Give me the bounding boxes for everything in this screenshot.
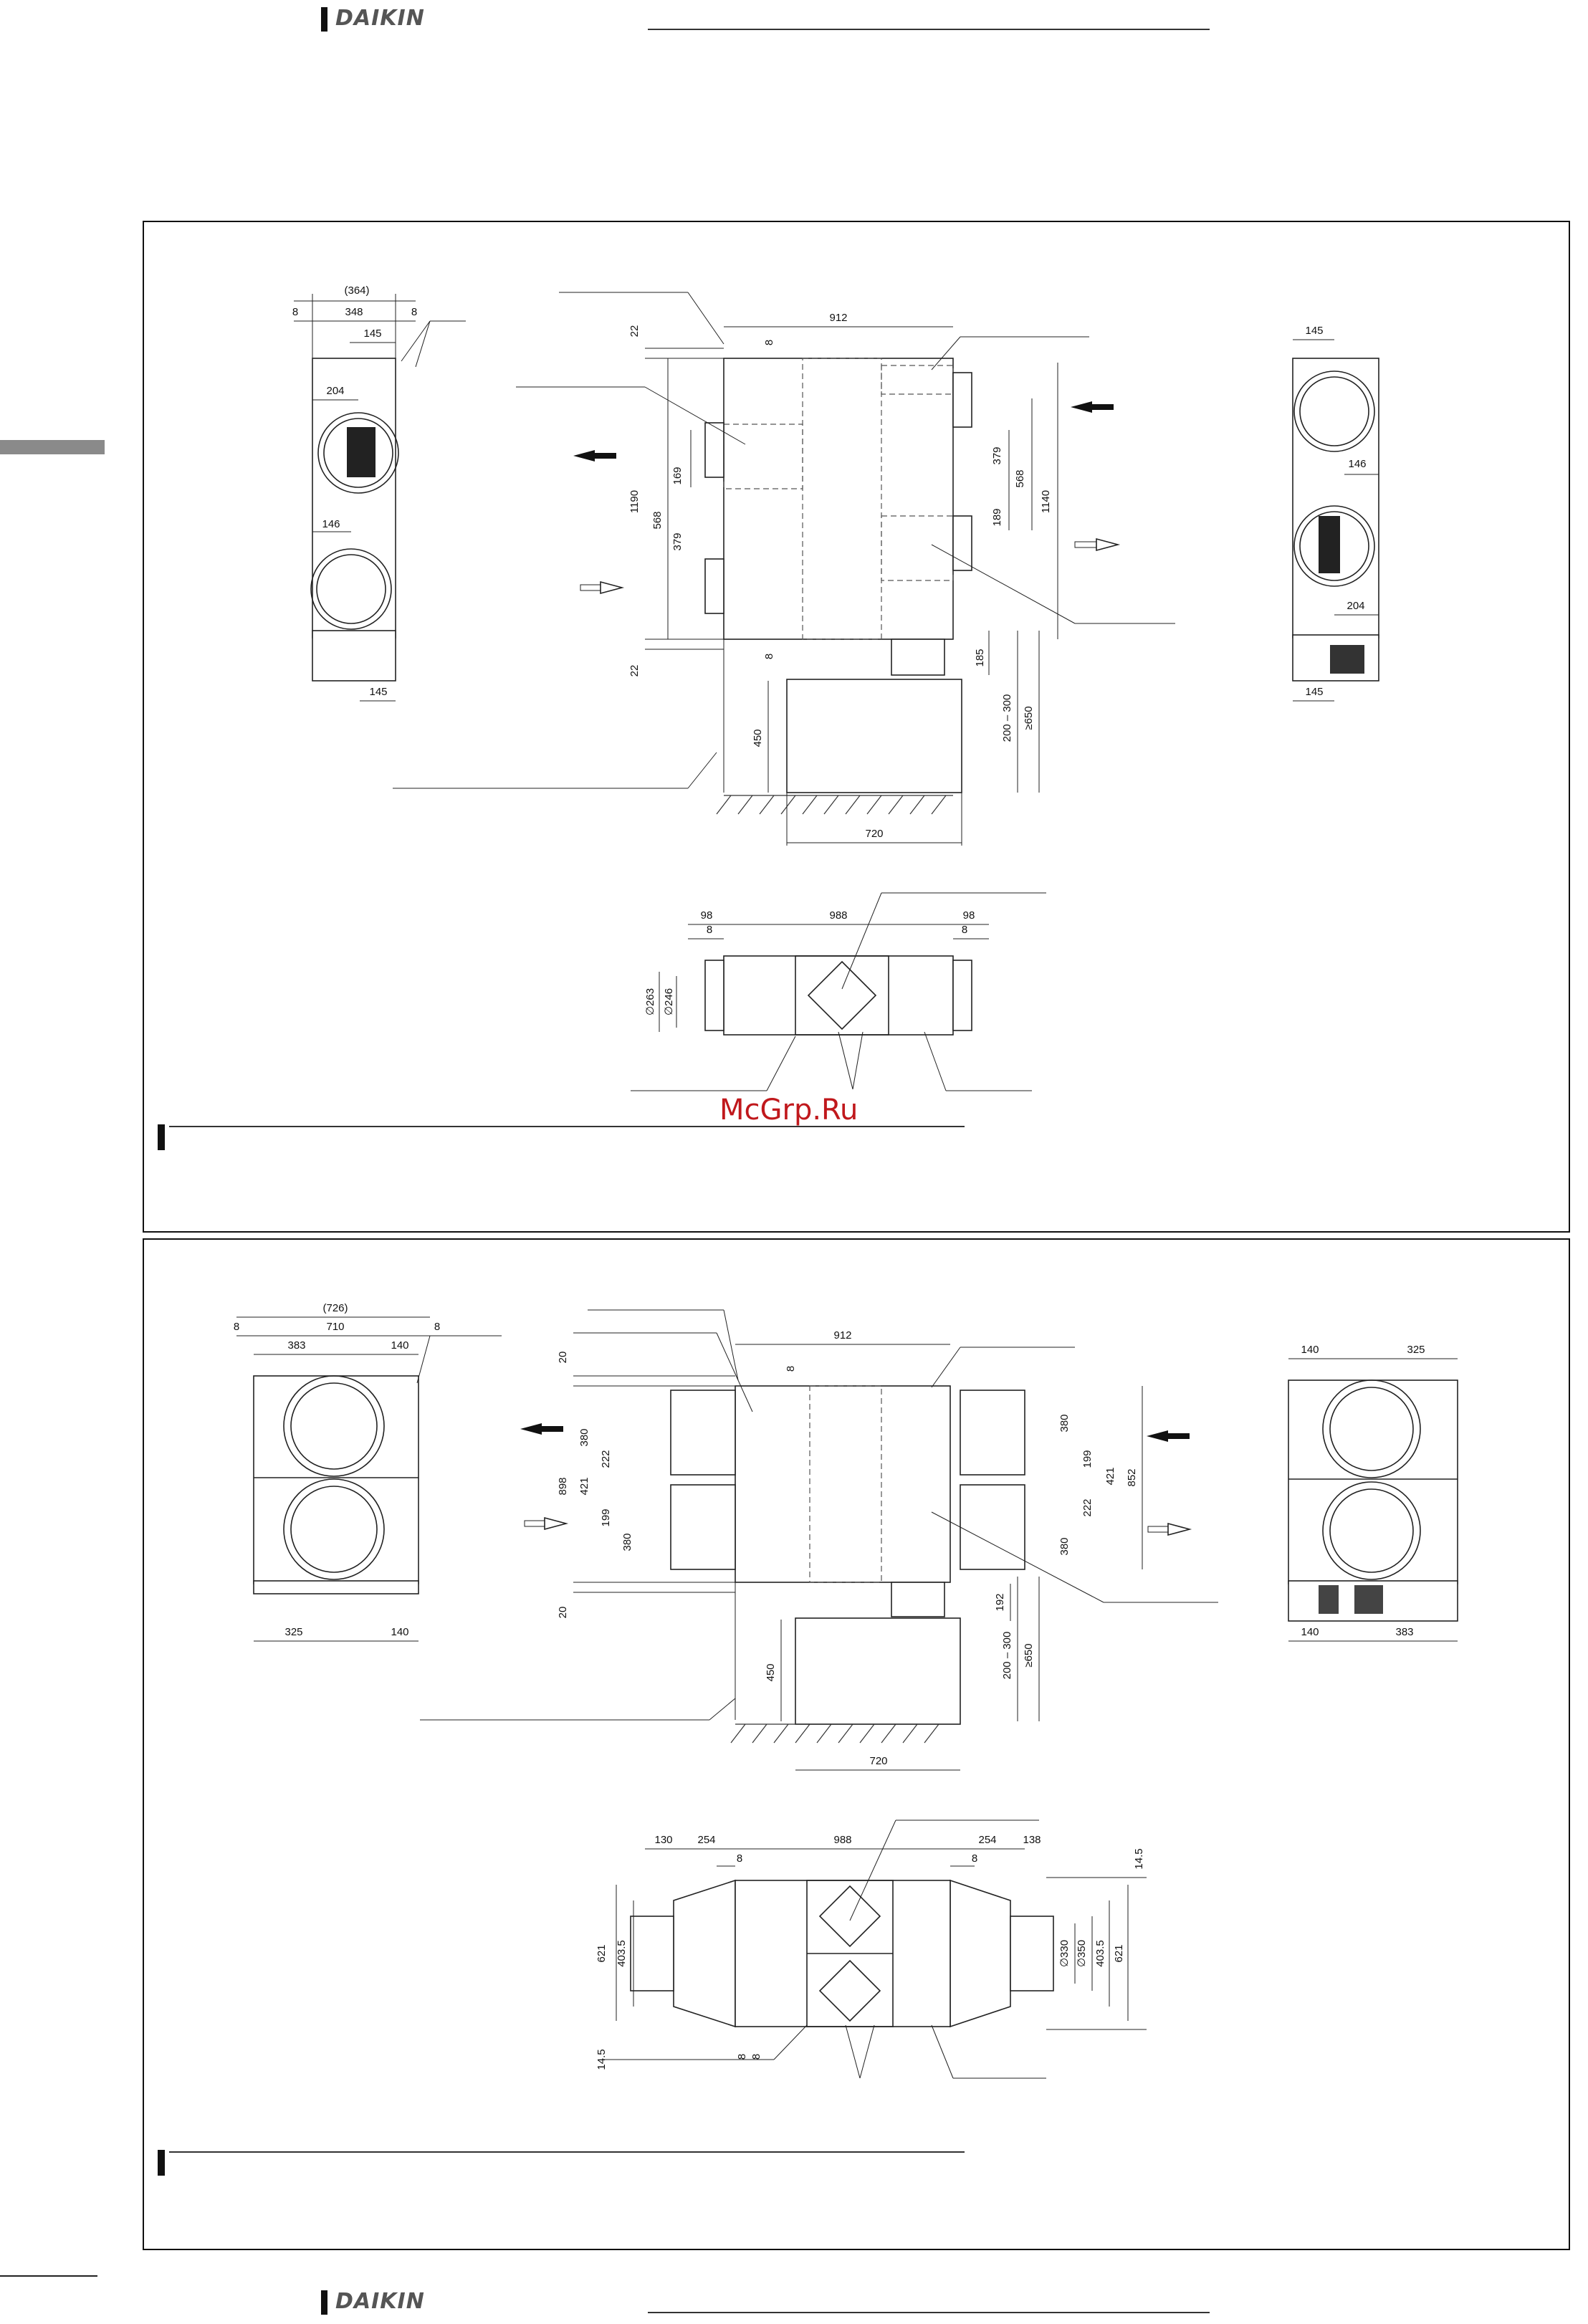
- electrical-box: [891, 1582, 944, 1617]
- dim-710: 710: [326, 1321, 345, 1333]
- dim-898: 898: [557, 1477, 569, 1496]
- dim-8: 8: [763, 653, 775, 660]
- airflow-arrow-in-left: [601, 582, 622, 593]
- dim-185: 185: [974, 649, 986, 667]
- dim-568: 568: [651, 511, 664, 530]
- dim-403-5: 403.5: [616, 1940, 628, 1967]
- dim-852: 852: [1126, 1468, 1138, 1487]
- page-header-bottom: [321, 2289, 1210, 2318]
- floor-hatch: [731, 1724, 960, 1743]
- terminal-block: [1330, 645, 1364, 674]
- dim-200-300: 200 – 300: [1001, 1631, 1013, 1680]
- dim-726: (726): [322, 1302, 348, 1314]
- dim-192: 192: [994, 1593, 1006, 1612]
- dim-8: 8: [750, 2053, 762, 2060]
- daikin-logo: DAIKIN: [335, 2289, 425, 2314]
- duct-upper-left: [671, 1390, 735, 1475]
- airflow-arrow-out-left: [573, 450, 595, 462]
- dim-621: 621: [596, 1944, 608, 1963]
- drawing2-front: [420, 1310, 1218, 1770]
- airflow-arrow-out-right: [1096, 539, 1118, 550]
- dim-988: 988: [829, 909, 848, 922]
- dim-140: 140: [391, 1626, 409, 1638]
- dim-20: 20: [557, 1606, 569, 1619]
- dim-254: 254: [978, 1834, 997, 1846]
- duct-collar-lower-left: [705, 559, 724, 613]
- dim-621: 621: [1113, 1944, 1125, 1963]
- drawing1-side-right: [1293, 325, 1379, 701]
- drawing1-front: [393, 292, 1175, 846]
- dim-912: 912: [829, 312, 848, 324]
- duct-collar-lower-right: [953, 516, 972, 570]
- duct-collar-right: [953, 960, 972, 1031]
- drawing1-top: [631, 893, 1046, 1091]
- airflow-arrow-out-right: [1168, 1524, 1190, 1535]
- drawing2-side-left: [234, 1302, 502, 1641]
- dim-421: 421: [578, 1477, 590, 1496]
- dim-8: 8: [434, 1321, 441, 1333]
- dim-8: 8: [292, 306, 299, 318]
- unit-top-body: [724, 956, 953, 1035]
- dim-379: 379: [991, 446, 1003, 465]
- dim-8: 8: [961, 924, 968, 936]
- dim-199: 199: [600, 1508, 612, 1527]
- unit-side-body: [254, 1376, 418, 1584]
- dim-98: 98: [962, 909, 975, 922]
- daikin-logo: DAIKIN: [335, 6, 425, 31]
- dim-383: 383: [287, 1339, 306, 1352]
- dim-8: 8: [736, 1852, 743, 1865]
- dim-348: 348: [345, 306, 363, 318]
- dim-146: 146: [322, 518, 340, 530]
- unit-front-body: [724, 358, 953, 639]
- drawing2-top: [596, 1820, 1147, 2078]
- dim-222: 222: [1081, 1498, 1094, 1517]
- airflow-arrow-in-right: [1071, 401, 1092, 413]
- dim-380: 380: [1058, 1537, 1071, 1556]
- dim-364: (364): [344, 284, 370, 297]
- dim-568: 568: [1014, 469, 1026, 488]
- dim-140: 140: [391, 1339, 409, 1352]
- dim-145: 145: [1305, 686, 1324, 698]
- dim-1140: 1140: [1040, 489, 1052, 514]
- dim-145: 145: [363, 327, 382, 340]
- duct-transition-left: [674, 1880, 735, 2027]
- fan-grille: [347, 427, 376, 477]
- dim-450: 450: [765, 1663, 777, 1682]
- dim-14-5: 14.5: [596, 2049, 608, 2070]
- duct-collar-upper-right: [953, 373, 972, 427]
- header-rule: [648, 2312, 1210, 2313]
- dim-650: ≥650: [1023, 1643, 1035, 1668]
- dim-8: 8: [785, 1365, 797, 1372]
- dim-98: 98: [700, 909, 713, 922]
- dim-200-300: 200 – 300: [1001, 694, 1013, 742]
- fan-grille: [1319, 516, 1340, 573]
- dim-325: 325: [1407, 1344, 1425, 1356]
- dim-222: 222: [600, 1450, 612, 1468]
- duct-collar-left: [631, 1916, 674, 1991]
- dim-dia-350: ∅350: [1076, 1939, 1088, 1968]
- header-bar-mark: [321, 2290, 327, 2315]
- dim-169: 169: [671, 467, 684, 485]
- airflow-arrow-out-left: [520, 1423, 542, 1435]
- dim-720: 720: [865, 828, 884, 840]
- dim-254: 254: [697, 1834, 716, 1846]
- dim-140: 140: [1301, 1626, 1319, 1638]
- maintenance-space: [787, 679, 962, 793]
- dim-380: 380: [578, 1428, 590, 1447]
- dim-650: ≥650: [1023, 706, 1035, 730]
- dim-145: 145: [1305, 325, 1324, 337]
- dim-8: 8: [763, 339, 775, 346]
- dim-dia-330: ∅330: [1058, 1939, 1071, 1968]
- dim-dia-246: ∅246: [663, 988, 675, 1016]
- dim-380: 380: [1058, 1414, 1071, 1433]
- dim-22: 22: [628, 664, 641, 677]
- dim-1190: 1190: [628, 489, 641, 514]
- dim-8: 8: [971, 1852, 978, 1865]
- dim-450: 450: [752, 729, 764, 747]
- dim-204: 204: [326, 385, 345, 397]
- dim-20: 20: [557, 1351, 569, 1364]
- floor-hatch: [717, 795, 953, 814]
- dim-145: 145: [369, 686, 388, 698]
- unit-side-body: [1293, 358, 1379, 638]
- dim-22: 22: [628, 325, 641, 338]
- dim-146: 146: [1348, 458, 1367, 470]
- duct-lower-left: [671, 1485, 735, 1569]
- dim-14-5: 14.5: [1133, 1848, 1145, 1870]
- terminal-block: [1319, 1585, 1339, 1614]
- dim-189: 189: [991, 508, 1003, 527]
- duct-collar-left: [705, 960, 724, 1031]
- dim-dia-263: ∅263: [644, 988, 656, 1016]
- dim-325: 325: [284, 1626, 303, 1638]
- dim-379: 379: [671, 532, 684, 551]
- dim-421: 421: [1104, 1467, 1116, 1486]
- drawing1-side-left: [292, 284, 466, 701]
- dim-912: 912: [833, 1329, 852, 1342]
- drawing2-side-right: [1288, 1344, 1458, 1641]
- dim-8: 8: [706, 924, 713, 936]
- dim-204: 204: [1347, 600, 1365, 612]
- duct-collar-right: [1010, 1916, 1053, 1991]
- unit-front-body: [735, 1386, 950, 1582]
- airflow-arrow-in-right: [1147, 1430, 1168, 1442]
- dim-720: 720: [869, 1755, 888, 1767]
- dim-8: 8: [233, 1321, 240, 1333]
- dim-138: 138: [1023, 1834, 1041, 1846]
- unit-side-base: [254, 1581, 418, 1594]
- dim-199: 199: [1081, 1450, 1094, 1468]
- footer-rule: [0, 2275, 97, 2277]
- airflow-arrow-in-left: [545, 1518, 566, 1529]
- dim-8: 8: [411, 306, 418, 318]
- dim-988: 988: [833, 1834, 852, 1846]
- dim-380: 380: [621, 1533, 633, 1551]
- dim-140: 140: [1301, 1344, 1319, 1356]
- watermark-text: McGrp.Ru: [719, 1094, 858, 1127]
- unit-side-base: [312, 631, 396, 681]
- duct-transition-right: [950, 1880, 1010, 2027]
- dim-130: 130: [654, 1834, 673, 1846]
- duct-lower-right: [960, 1485, 1025, 1569]
- maintenance-space: [795, 1618, 960, 1724]
- electrical-box: [891, 639, 944, 675]
- dim-403-5: 403.5: [1094, 1940, 1106, 1967]
- duct-collar-upper-left: [705, 423, 724, 477]
- dim-8: 8: [736, 2053, 748, 2060]
- duct-upper-right: [960, 1390, 1025, 1475]
- terminal-block: [1354, 1585, 1383, 1614]
- dim-383: 383: [1395, 1626, 1414, 1638]
